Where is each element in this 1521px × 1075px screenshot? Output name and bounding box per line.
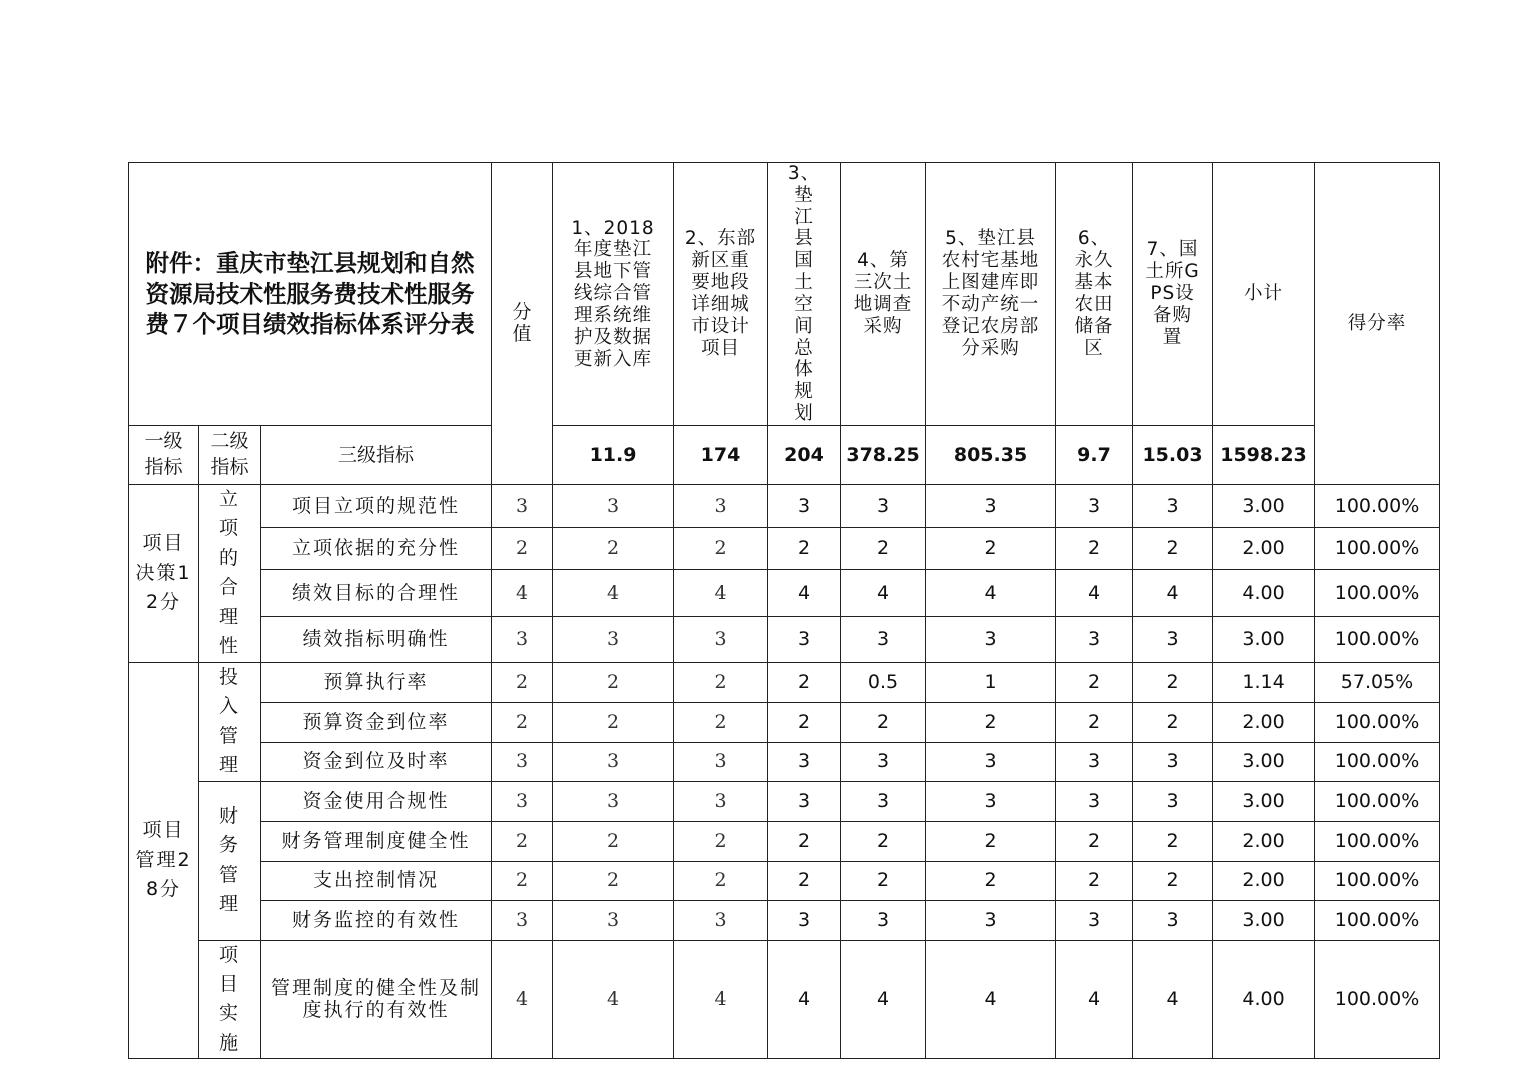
table-title: 附件：重庆市垫江县规划和自然资源局技术性服务费技术性服务费７个项目绩效指标体系评分表 — [129, 163, 492, 426]
score-value: 4 — [492, 940, 553, 1059]
table-row — [129, 861, 1440, 900]
rate-value: 57.05% — [1315, 662, 1440, 702]
project-score-6: 2 — [1056, 821, 1133, 861]
project-score-7: 3 — [1133, 484, 1213, 527]
level3-indicator: 绩效指标明确性 — [261, 616, 492, 662]
project-score-1: 4 — [553, 940, 674, 1059]
project-score-7: 4 — [1133, 570, 1213, 617]
project-header-7: 7、国土所GPS设备购置 — [1133, 163, 1213, 426]
project-score-4: 0.5 — [841, 662, 926, 702]
project-score-4: 3 — [841, 484, 926, 527]
project-score-7: 2 — [1133, 662, 1213, 702]
project-score-6: 3 — [1056, 742, 1133, 781]
rate-value: 100.00% — [1315, 900, 1440, 940]
table-row — [129, 821, 1440, 861]
project-score-7: 2 — [1133, 528, 1213, 570]
level3-indicator: 绩效目标的合理性 — [261, 570, 492, 617]
score-value: 2 — [492, 821, 553, 861]
project-score-1: 2 — [553, 528, 674, 570]
project-score-3: 3 — [768, 616, 841, 662]
subtotal-value: 2.00 — [1213, 821, 1315, 861]
project-header-2: 2、东部新区重要地段详细城市设计项目 — [674, 163, 768, 426]
project-score-5: 3 — [926, 900, 1056, 940]
project-score-3: 2 — [768, 662, 841, 702]
project-score-2: 3 — [674, 742, 768, 781]
project-score-6: 2 — [1056, 528, 1133, 570]
project-score-4: 3 — [841, 616, 926, 662]
project-score-3: 2 — [768, 821, 841, 861]
subtotal-value: 4.00 — [1213, 570, 1315, 617]
project-score-2: 2 — [674, 662, 768, 702]
project-score-7: 2 — [1133, 821, 1213, 861]
project-amount-2: 174 — [674, 425, 768, 484]
project-score-4: 2 — [841, 821, 926, 861]
table-row — [129, 484, 1440, 527]
project-score-6: 2 — [1056, 702, 1133, 742]
project-score-6: 3 — [1056, 484, 1133, 527]
project-score-5: 2 — [926, 861, 1056, 900]
subtotal-value: 2.00 — [1213, 702, 1315, 742]
level3-indicator: 资金到位及时率 — [261, 742, 492, 781]
score-header-label: 分值 — [512, 300, 532, 346]
project-score-2: 3 — [674, 484, 768, 527]
indicator-rows — [129, 484, 1440, 1058]
project-score-3: 2 — [768, 861, 841, 900]
subtotal-value: 3.00 — [1213, 616, 1315, 662]
project-score-6: 3 — [1056, 900, 1133, 940]
project-amount-7: 15.03 — [1133, 425, 1213, 484]
project-score-4: 4 — [841, 570, 926, 617]
table-row — [129, 742, 1440, 781]
project-score-4: 3 — [841, 742, 926, 781]
project-header-1: 1、2018年度垫江县地下管线综合管理系统维护及数据更新入库 — [553, 163, 674, 426]
project-score-6: 3 — [1056, 616, 1133, 662]
rate-value: 100.00% — [1315, 528, 1440, 570]
table-row — [129, 940, 1440, 1059]
project-score-5: 4 — [926, 940, 1056, 1059]
rate-value: 100.00% — [1315, 861, 1440, 900]
level2-header: 二级指标 — [199, 425, 261, 484]
level2-indicator: 财务管理 — [199, 781, 261, 940]
rate-value: 100.00% — [1315, 742, 1440, 781]
project-score-6: 3 — [1056, 781, 1133, 821]
project-score-5: 2 — [926, 528, 1056, 570]
project-score-6: 2 — [1056, 662, 1133, 702]
subtotal-value: 2.00 — [1213, 528, 1315, 570]
project-score-6: 4 — [1056, 570, 1133, 617]
score-value: 2 — [492, 861, 553, 900]
rate-value: 100.00% — [1315, 570, 1440, 617]
subtotal-value: 3.00 — [1213, 781, 1315, 821]
level2-indicator: 立项的合理性 — [199, 484, 261, 662]
project-score-1: 3 — [553, 484, 674, 527]
rate-value: 100.00% — [1315, 781, 1440, 821]
project-score-7: 4 — [1133, 940, 1213, 1059]
score-value: 3 — [492, 900, 553, 940]
project-amount-3: 204 — [768, 425, 841, 484]
project-amount-4: 378.25 — [841, 425, 926, 484]
project-score-5: 2 — [926, 702, 1056, 742]
project-score-1: 2 — [553, 662, 674, 702]
project-score-5: 3 — [926, 484, 1056, 527]
project-score-5: 2 — [926, 821, 1056, 861]
level3-indicator: 资金使用合规性 — [261, 781, 492, 821]
rate-value: 100.00% — [1315, 821, 1440, 861]
subtotal-value: 3.00 — [1213, 900, 1315, 940]
project-score-2: 4 — [674, 570, 768, 617]
project-score-3: 2 — [768, 528, 841, 570]
score-value: 4 — [492, 570, 553, 617]
score-table — [128, 162, 1440, 1059]
score-value: 2 — [492, 702, 553, 742]
project-score-1: 3 — [553, 616, 674, 662]
table-row — [129, 702, 1440, 742]
project-score-7: 3 — [1133, 781, 1213, 821]
level2-indicator: 项目实施 — [199, 940, 261, 1059]
level3-indicator: 立项依据的充分性 — [261, 528, 492, 570]
score-header — [492, 163, 553, 485]
level1-indicator: 项目管理28分 — [129, 662, 199, 1059]
project-score-3: 3 — [768, 742, 841, 781]
project-score-4: 2 — [841, 861, 926, 900]
project-score-3: 3 — [768, 484, 841, 527]
project-score-2: 2 — [674, 702, 768, 742]
rate-value: 100.00% — [1315, 702, 1440, 742]
project-score-3: 3 — [768, 781, 841, 821]
project-score-1: 2 — [553, 702, 674, 742]
level3-indicator: 预算执行率 — [261, 662, 492, 702]
project-score-5: 3 — [926, 616, 1056, 662]
project-score-7: 2 — [1133, 702, 1213, 742]
level3-header: 三级指标 — [261, 425, 492, 484]
project-score-5: 1 — [926, 662, 1056, 702]
project-score-2: 2 — [674, 528, 768, 570]
project-header-3: 3、垫江县国土空间总体规划 — [768, 163, 841, 426]
project-header-5: 5、垫江县农村宅基地上图建库即不动产统一登记农房部分采购 — [926, 163, 1056, 426]
subtotal-value: 1.14 — [1213, 662, 1315, 702]
project-score-4: 2 — [841, 702, 926, 742]
level3-indicator: 管理制度的健全性及制度执行的有效性 — [261, 940, 492, 1059]
project-score-1: 3 — [553, 900, 674, 940]
project-score-1: 2 — [553, 821, 674, 861]
project-header-6: 6、永久基本农田储备区 — [1056, 163, 1133, 426]
project-score-4: 3 — [841, 900, 926, 940]
table-row — [129, 616, 1440, 662]
project-score-4: 4 — [841, 940, 926, 1059]
score-value: 3 — [492, 484, 553, 527]
project-score-5: 4 — [926, 570, 1056, 617]
project-score-1: 3 — [553, 742, 674, 781]
project-score-2: 3 — [674, 616, 768, 662]
subtotal-amount: 1598.23 — [1213, 425, 1315, 484]
project-score-2: 2 — [674, 861, 768, 900]
subtotal-value: 3.00 — [1213, 742, 1315, 781]
level1-indicator: 项目决策12分 — [129, 484, 199, 662]
rate-value: 100.00% — [1315, 940, 1440, 1059]
level3-indicator: 财务管理制度健全性 — [261, 821, 492, 861]
project-score-2: 4 — [674, 940, 768, 1059]
score-value: 3 — [492, 616, 553, 662]
project-score-3: 3 — [768, 900, 841, 940]
score-value: 3 — [492, 781, 553, 821]
score-value: 2 — [492, 662, 553, 702]
header-row-projects — [129, 163, 1440, 426]
project-score-2: 2 — [674, 821, 768, 861]
project-score-7: 3 — [1133, 616, 1213, 662]
project-score-1: 2 — [553, 861, 674, 900]
level2-indicator: 投入管理 — [199, 662, 261, 781]
project-header-4: 4、第三次土地调查采购 — [841, 163, 926, 426]
subtotal-value: 3.00 — [1213, 484, 1315, 527]
header-row-levels — [129, 425, 1440, 484]
project-score-4: 3 — [841, 781, 926, 821]
table-row — [129, 570, 1440, 617]
project-score-3: 2 — [768, 702, 841, 742]
level3-indicator: 预算资金到位率 — [261, 702, 492, 742]
project-score-4: 2 — [841, 528, 926, 570]
rate-value: 100.00% — [1315, 616, 1440, 662]
table-row — [129, 662, 1440, 702]
project-score-5: 3 — [926, 781, 1056, 821]
level1-header: 一级指标 — [129, 425, 199, 484]
project-amount-6: 9.7 — [1056, 425, 1133, 484]
subtotal-value: 2.00 — [1213, 861, 1315, 900]
project-score-3: 4 — [768, 570, 841, 617]
project-score-1: 3 — [553, 781, 674, 821]
table-row — [129, 528, 1440, 570]
level3-indicator: 财务监控的有效性 — [261, 900, 492, 940]
rate-value: 100.00% — [1315, 484, 1440, 527]
project-score-2: 3 — [674, 781, 768, 821]
project-score-3: 4 — [768, 940, 841, 1059]
project-score-6: 4 — [1056, 940, 1133, 1059]
project-score-7: 3 — [1133, 742, 1213, 781]
score-value: 2 — [492, 528, 553, 570]
subtotal-value: 4.00 — [1213, 940, 1315, 1059]
project-score-7: 3 — [1133, 900, 1213, 940]
rate-header: 得分率 — [1315, 163, 1440, 485]
project-score-1: 4 — [553, 570, 674, 617]
project-score-2: 3 — [674, 900, 768, 940]
table-row — [129, 900, 1440, 940]
project-score-7: 2 — [1133, 861, 1213, 900]
table-row — [129, 781, 1440, 821]
subtotal-header: 小计 — [1213, 163, 1315, 426]
project-amount-1: 11.9 — [553, 425, 674, 484]
project-amount-5: 805.35 — [926, 425, 1056, 484]
project-score-6: 2 — [1056, 861, 1133, 900]
level3-indicator: 项目立项的规范性 — [261, 484, 492, 527]
project-score-5: 3 — [926, 742, 1056, 781]
score-value: 3 — [492, 742, 553, 781]
level3-indicator: 支出控制情况 — [261, 861, 492, 900]
